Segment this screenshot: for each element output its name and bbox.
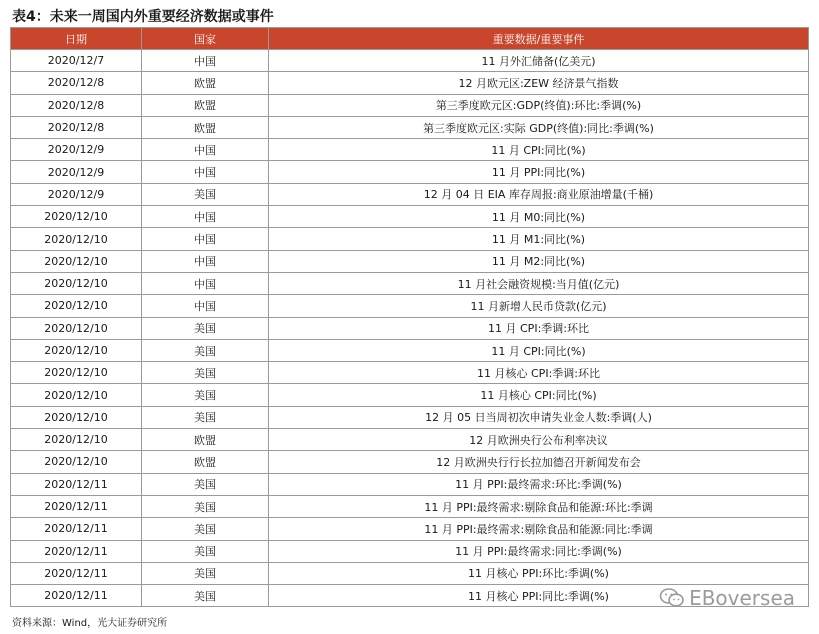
cell-event: 11 月核心 CPI:季调:环比 <box>269 362 809 384</box>
table-row <box>11 362 809 384</box>
table-row <box>11 228 809 250</box>
cell-event: 11 月新增人民币贷款(亿元) <box>269 295 809 317</box>
cell-date: 2020/12/10 <box>11 228 142 250</box>
table-row <box>11 562 809 584</box>
cell-country: 美国 <box>142 406 269 428</box>
table-row <box>11 295 809 317</box>
cell-date: 2020/12/10 <box>11 250 142 272</box>
cell-event: 12 月欧洲央行公布利率决议 <box>269 429 809 451</box>
header-event: 重要数据/重要事件 <box>269 28 809 50</box>
table-row <box>11 272 809 294</box>
cell-country: 美国 <box>142 495 269 517</box>
cell-country: 美国 <box>142 585 269 607</box>
cell-country: 中国 <box>142 228 269 250</box>
header-country: 国家 <box>142 28 269 50</box>
cell-country: 中国 <box>142 250 269 272</box>
cell-event: 12 月欧洲央行行长拉加德召开新闻发布会 <box>269 451 809 473</box>
cell-country: 中国 <box>142 161 269 183</box>
cell-date: 2020/12/9 <box>11 161 142 183</box>
cell-date: 2020/12/10 <box>11 384 142 406</box>
cell-country: 美国 <box>142 362 269 384</box>
cell-date: 2020/12/10 <box>11 317 142 339</box>
cell-date: 2020/12/11 <box>11 518 142 540</box>
table-row <box>11 317 809 339</box>
cell-event: 11 月 CPI:季调:环比 <box>269 317 809 339</box>
cell-date: 2020/12/9 <box>11 183 142 205</box>
cell-date: 2020/12/8 <box>11 94 142 116</box>
cell-country: 中国 <box>142 206 269 228</box>
cell-country: 美国 <box>142 384 269 406</box>
cell-country: 美国 <box>142 540 269 562</box>
table-row <box>11 206 809 228</box>
table-row <box>11 183 809 205</box>
table-row <box>11 161 809 183</box>
table-row <box>11 540 809 562</box>
cell-date: 2020/12/7 <box>11 50 142 72</box>
cell-event: 12 月欧元区:ZEW 经济景气指数 <box>269 72 809 94</box>
table-row <box>11 250 809 272</box>
cell-event: 11 月 PPI:最终需求:环比:季调(%) <box>269 473 809 495</box>
cell-date: 2020/12/10 <box>11 339 142 361</box>
cell-event: 第三季度欧元区:实际 GDP(终值):同比:季调(%) <box>269 116 809 138</box>
cell-event: 第三季度欧元区:GDP(终值):环比:季调(%) <box>269 94 809 116</box>
cell-country: 欧盟 <box>142 94 269 116</box>
wechat-icon <box>659 587 685 609</box>
table-row <box>11 116 809 138</box>
cell-event: 11 月核心 PPI:环比:季调(%) <box>269 562 809 584</box>
cell-date: 2020/12/11 <box>11 473 142 495</box>
cell-country: 中国 <box>142 295 269 317</box>
cell-event: 11 月核心 CPI:同比(%) <box>269 384 809 406</box>
cell-country: 欧盟 <box>142 72 269 94</box>
table-row <box>11 473 809 495</box>
cell-date: 2020/12/11 <box>11 495 142 517</box>
cell-country: 美国 <box>142 317 269 339</box>
cell-date: 2020/12/10 <box>11 295 142 317</box>
cell-event: 11 月 PPI:最终需求:同比:季调(%) <box>269 540 809 562</box>
cell-date: 2020/12/10 <box>11 206 142 228</box>
table-row <box>11 50 809 72</box>
cell-country: 中国 <box>142 139 269 161</box>
table-header-row <box>11 28 809 50</box>
cell-event: 11 月 M0:同比(%) <box>269 206 809 228</box>
cell-country: 欧盟 <box>142 451 269 473</box>
cell-date: 2020/12/9 <box>11 139 142 161</box>
cell-country: 美国 <box>142 518 269 540</box>
cell-country: 中国 <box>142 50 269 72</box>
cell-event: 11 月 M1:同比(%) <box>269 228 809 250</box>
cell-event: 12 月 05 日当周初次申请失业金人数:季调(人) <box>269 406 809 428</box>
cell-date: 2020/12/10 <box>11 451 142 473</box>
watermark <box>659 586 795 610</box>
cell-event: 11 月 PPI:同比(%) <box>269 161 809 183</box>
cell-country: 美国 <box>142 183 269 205</box>
cell-date: 2020/12/11 <box>11 540 142 562</box>
cell-event: 11 月社会融资规模:当月值(亿元) <box>269 272 809 294</box>
cell-country: 欧盟 <box>142 429 269 451</box>
cell-date: 2020/12/10 <box>11 362 142 384</box>
table-row <box>11 451 809 473</box>
cell-event: 11 月 PPI:最终需求:剔除食品和能源:环比:季调 <box>269 495 809 517</box>
watermark-text: EBoversea <box>689 586 795 610</box>
table-row <box>11 429 809 451</box>
cell-date: 2020/12/11 <box>11 585 142 607</box>
table-row <box>11 518 809 540</box>
cell-date: 2020/12/10 <box>11 406 142 428</box>
cell-event: 11 月核心 PPI:同比:季调(%) <box>269 585 809 607</box>
cell-country: 欧盟 <box>142 116 269 138</box>
cell-date: 2020/12/8 <box>11 116 142 138</box>
cell-country: 美国 <box>142 339 269 361</box>
table-row <box>11 94 809 116</box>
cell-event: 12 月 04 日 EIA 库存周报:商业原油增量(千桶) <box>269 183 809 205</box>
header-date: 日期 <box>11 28 142 50</box>
table-row <box>11 139 809 161</box>
cell-country: 中国 <box>142 272 269 294</box>
table-title: 表4：未来一周国内外重要经济数据或事件 <box>12 9 274 25</box>
cell-event: 11 月 PPI:最终需求:剔除食品和能源:同比:季调 <box>269 518 809 540</box>
cell-date: 2020/12/8 <box>11 72 142 94</box>
cell-country: 美国 <box>142 473 269 495</box>
table-row <box>11 406 809 428</box>
events-table <box>10 27 809 607</box>
cell-event: 11 月 CPI:同比(%) <box>269 339 809 361</box>
cell-date: 2020/12/10 <box>11 429 142 451</box>
table-row <box>11 495 809 517</box>
source-note: 资料来源：Wind，光大证券研究所 <box>12 618 168 629</box>
table-row <box>11 72 809 94</box>
cell-event: 11 月 CPI:同比(%) <box>269 139 809 161</box>
cell-date: 2020/12/11 <box>11 562 142 584</box>
table-row <box>11 384 809 406</box>
cell-event: 11 月外汇储备(亿美元) <box>269 50 809 72</box>
cell-event: 11 月 M2:同比(%) <box>269 250 809 272</box>
table-row <box>11 339 809 361</box>
cell-date: 2020/12/10 <box>11 272 142 294</box>
cell-country: 美国 <box>142 562 269 584</box>
